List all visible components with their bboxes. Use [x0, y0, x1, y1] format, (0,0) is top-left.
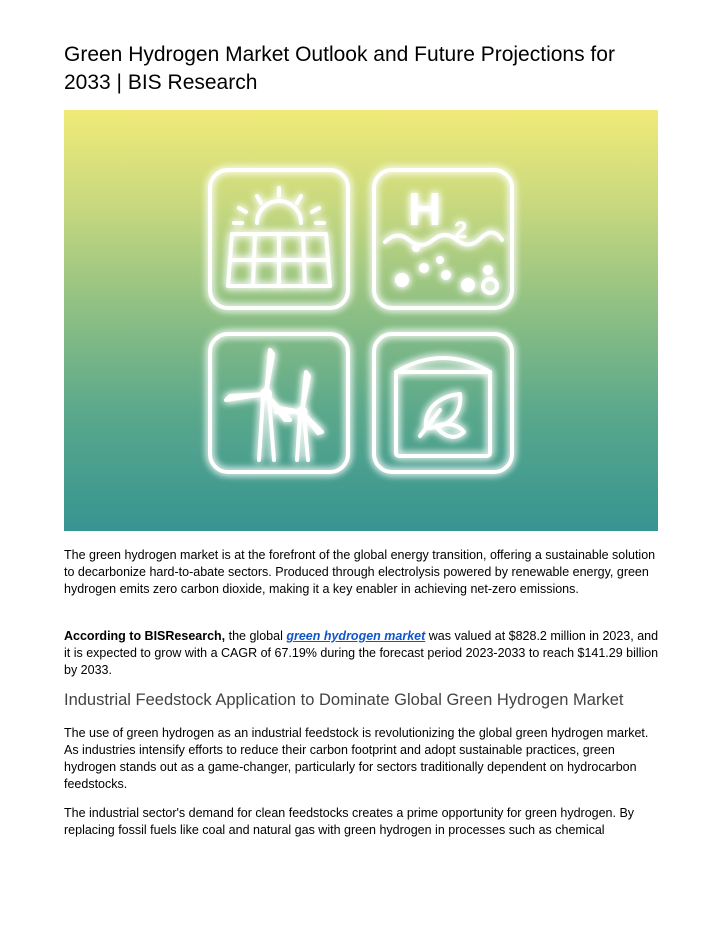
- page-title: Green Hydrogen Market Outlook and Future Projections for 2033 | BIS Research: [64, 43, 615, 94]
- section-paragraph-2: The industrial sector's demand for clean feedstocks creates a prime opportunity for green hydrogen. By replacing fossil fuels like coal and natural gas with green hydrogen in processes such as chemical: [64, 806, 635, 837]
- stats-paragraph: [64, 628, 660, 679]
- hero-2-label: 2: [454, 217, 468, 244]
- stats-before-link: the global: [225, 629, 287, 643]
- wind-turbine-icon: [226, 350, 322, 460]
- hero-h-label: H: [408, 183, 442, 235]
- section-paragraph-1: The use of green hydrogen as an industrial feedstock is revolutionizing the global green hydrogen market. As industries intensify efforts to reduce their carbon footprint and adopt sustainable practices, green hydrogen stands out as a game-changer, particularly for sectors traditionally dependent on hydrocarbon feedstocks.: [64, 726, 649, 791]
- section-heading: Industrial Feedstock Application to Dominate Global Green Hydrogen Market: [64, 691, 624, 709]
- h2-molecule-icon: [385, 232, 502, 293]
- hero-illustration: [64, 110, 658, 531]
- tile-hydrogen: [374, 170, 512, 308]
- green-hydrogen-market-link[interactable]: green hydrogen market: [286, 629, 426, 643]
- stats-lead: According to BISResearch,: [64, 629, 226, 643]
- intro-paragraph: The green hydrogen market is at the forefront of the global energy transition, offering a sustainable solution to decarbonize hard-to-abate sectors. Produced through electrolysis powered by renewable energy, green hydrogen emits zero carbon dioxide, making it a key enabler in achieving net-zero emissions.: [64, 548, 656, 596]
- tile-wind: [210, 334, 348, 472]
- stats-after-link: was valued at $828.2 million in 2023, and it is expected to grow with a CAGR of 67.19% during the forecast period 2023-2033 to reach $141.29 billion by 2033.: [64, 629, 659, 677]
- biomass-tank-icon: [396, 358, 490, 456]
- solar-panel-icon: [228, 188, 330, 286]
- hero-image: [64, 110, 658, 531]
